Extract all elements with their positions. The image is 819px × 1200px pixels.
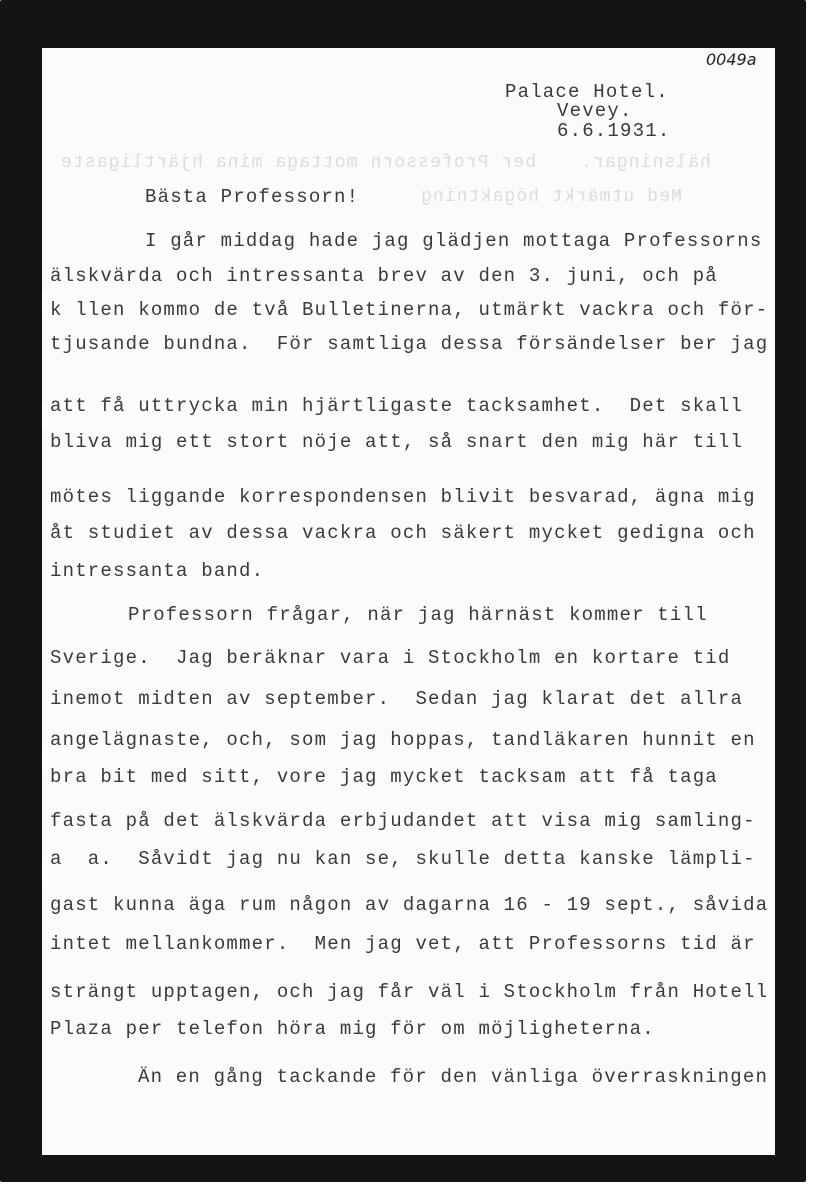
body-line: fasta på det älskvärda erbjudandet att visa mig samling- — [50, 810, 756, 832]
body-line: a a. Såvidt jag nu kan se, skulle detta kanske lämpli- — [50, 848, 756, 870]
punch-hole — [42, 748, 48, 774]
body-line: inemot midten av september. Sedan jag klarat det allra — [50, 688, 744, 710]
body-line: Plaza per telefon höra mig för om möjligheterna. — [50, 1018, 655, 1040]
letter-date: 6.6.1931. — [557, 120, 671, 142]
body-line: Än en gång tackande för den vänliga överraskningen — [138, 1066, 769, 1088]
bleed-through-text: hälsningar. — [580, 153, 711, 173]
punch-hole — [42, 857, 48, 883]
body-line: mötes liggande korrespondensen blivit besvarad, ägna mig — [50, 486, 756, 508]
body-line: bliva mig ett stort nöje att, så snart den mig här till — [50, 431, 744, 453]
body-line: bra bit med sitt, vore jag mycket tacksam att få taga — [50, 766, 718, 788]
body-line: strängt upptagen, och jag får väl i Stockholm från Hotell — [50, 981, 769, 1003]
bleed-through-text: ber Professorn mottaga mina hjärtligaste — [60, 153, 537, 173]
body-line: tjusande bundna. För samtliga dessa försändelser ber jag — [50, 333, 769, 355]
letterhead-town: Vevey. — [557, 100, 633, 122]
bleed-through-text: Med utmärkt högaktning — [420, 187, 682, 207]
body-line: I går middag hade jag glädjen mottaga Professorns — [145, 230, 763, 252]
body-line: k llen kommo de två Bulletinerna, utmärkt vackra och för- — [50, 299, 769, 321]
body-line: älskvärda och intressanta brev av den 3. juni, och på — [50, 265, 718, 287]
body-line: gast kunna äga rum någon av dagarna 16 - 19 sept., såvida — [50, 894, 769, 916]
salutation: Bästa Professorn! — [145, 186, 360, 208]
punch-hole — [42, 403, 48, 429]
letterhead-hotel: Palace Hotel. — [505, 81, 669, 103]
body-line: intet mellankommer. Men jag vet, att Professorns tid är — [50, 933, 756, 955]
body-line: åt studiet av dessa vackra och säkert mycket gedigna och — [50, 522, 756, 544]
body-line: Professorn frågar, när jag härnäst kommer till — [128, 604, 708, 626]
body-line: intressanta band. — [50, 560, 265, 582]
body-line: Sverige. Jag beräknar vara i Stockholm en kortare tid — [50, 647, 731, 669]
punch-hole — [42, 290, 48, 316]
archive-number: 0049a — [706, 50, 757, 69]
body-line: att få uttrycka min hjärtligaste tacksamhet. Det skall — [50, 395, 744, 417]
body-line: angelägnaste, och, som jag hoppas, tandläkaren hunnit en — [50, 729, 756, 751]
